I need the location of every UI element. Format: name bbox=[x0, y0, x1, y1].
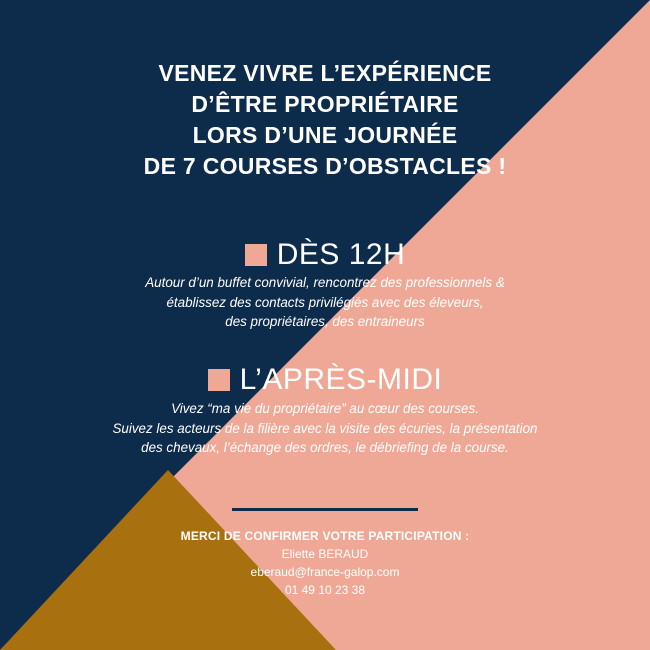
section-line: Autour d’un buffet convivial, rencontrez des professionnels & bbox=[145, 275, 505, 290]
square-bullet-icon bbox=[208, 369, 230, 391]
headline bbox=[0, 58, 650, 182]
contact-name: Eliette BERAUD bbox=[281, 547, 369, 561]
section-line: Suivez les acteurs de la filière avec la visite des écuries, la présentation bbox=[112, 420, 538, 436]
section-line: Vivez “ma vie du propriétaire” au cœur des courses. bbox=[171, 401, 479, 416]
confirm-lead: MERCI DE CONFIRMER VOTRE PARTICIPATION : bbox=[180, 529, 470, 543]
section-title-text: DÈS 12H bbox=[276, 238, 406, 271]
section-line: établissez des contacts privilégiés avec des éleveurs, bbox=[166, 294, 484, 310]
section-text-afternoon bbox=[0, 399, 650, 458]
section-title-text: L’APRÈS-MIDI bbox=[239, 363, 443, 396]
headline-line: LORS D’UNE JOURNÉE bbox=[192, 122, 458, 148]
headline-line: VENEZ VIVRE L’EXPÉRIENCE bbox=[158, 60, 492, 86]
contact-phone[interactable]: 01 49 10 23 38 bbox=[284, 583, 366, 597]
contact-email[interactable]: eberaud@france-galop.com bbox=[250, 565, 400, 579]
section-title-afternoon bbox=[0, 363, 650, 397]
square-bullet-icon bbox=[245, 244, 267, 266]
section-title-midday bbox=[0, 238, 650, 272]
section-line: des chevaux, l’échange des ordres, le débriefing de la course. bbox=[141, 440, 509, 455]
headline-line: D’ÊTRE PROPRIÉTAIRE bbox=[191, 91, 459, 117]
section-line: des propriétaires, des entraineurs bbox=[225, 314, 425, 329]
headline-line: DE 7 COURSES D’OBSTACLES ! bbox=[143, 153, 507, 179]
divider bbox=[232, 508, 418, 511]
confirmation-contact bbox=[0, 527, 650, 599]
section-text-midday bbox=[0, 273, 650, 332]
